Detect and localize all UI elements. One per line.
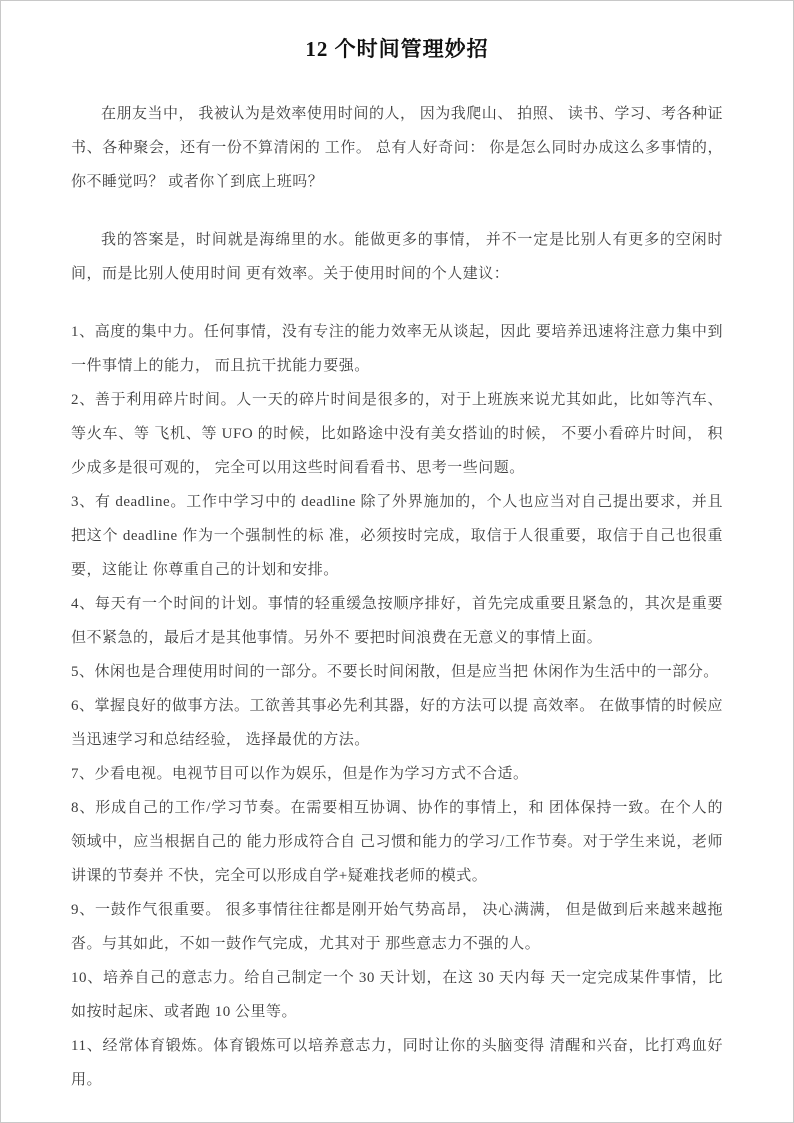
intro-section [71, 97, 723, 291]
tip-item: 11、经常体育锻炼。体育锻炼可以培养意志力，同时让你的头脑变得 清醒和兴奋，比打鸡血好用。 [71, 1038, 723, 1088]
intro-paragraph: 在朋友当中， 我被认为是效率使用时间的人， 因为我爬山、 拍照、 读书、学习、考各种证书、各种聚会，还有一份不算清闲的 工作。 总有人好奇问： 你是怎么同时办成这么多事情的， 你不睡觉吗？ 或者你丫到底上班吗？ [71, 106, 723, 190]
tip-item: 6、掌握良好的做事方法。工欲善其事必先利其器，好的方法可以提 高效率。 在做事情的时候应当迅速学习和总结经验， 选择最优的方法。 [71, 698, 724, 748]
document-title: 12 个时间管理妙招 [305, 37, 489, 61]
tip-item: 3、有 deadline。工作中学习中的 deadline 除了外界施加的，个人也应当对自己提出要求，并且把这个 deadline 作为一个强制性的标 准，必须按时完成，取信于人很重要，取信于自己也很重要，这能让 你尊重自己的计划和安排。 [71, 494, 723, 578]
tip-item: 4、每天有一个时间的计划。事情的轻重缓急按顺序排好，首先完成重要且紧急的，其次是重要但不紧急的，最后才是其他事情。另外不 要把时间浪费在无意义的事情上面。 [71, 596, 723, 646]
tips-section [71, 315, 723, 1097]
tip-item: 7、少看电视。电视节目可以作为娱乐，但是作为学习方式不合适。 [71, 766, 529, 782]
tip-item: 8、形成自己的工作/学习节奏。在需要相互协调、协作的事情上，和 团体保持一致。在个人的领域中，应当根据自己的 能力形成符合自 己习惯和能力的学习/工作节奏。对于学生来说，老师讲课的节奏并 不快，完全可以形成自学+疑难找老师的模式。 [71, 800, 723, 884]
tip-item: 5、休闲也是合理使用时间的一部分。不要长时间闲散，但是应当把 休闲作为生活中的一部分。 [71, 664, 719, 680]
tip-item: 10、培养自己的意志力。给自己制定一个 30 天计划，在这 30 天内每 天一定完成某件事情，比如按时起床、或者跑 10 公里等。 [71, 970, 723, 1020]
tip-item: 9、一鼓作气很重要。 很多事情往往都是刚开始气势高昂， 决心满满， 但是做到后来越来越拖沓。与其如此，不如一鼓作气完成，尤其对于 那些意志力不强的人。 [71, 902, 723, 952]
intro-paragraph: 我的答案是，时间就是海绵里的水。能做更多的事情， 并不一定是比别人有更多的空闲时间，而是比别人使用时间 更有效率。关于使用时间的个人建议： [71, 232, 723, 282]
tip-item: 2、善于利用碎片时间。人一天的碎片时间是很多的，对于上班族来说尤其如此，比如等汽车、等火车、等 飞机、等 UFO 的时候，比如路途中没有美女搭讪的时候， 不要小看碎片时间， 积少成多是很可观的， 完全可以用这些时间看看书、思考一些问题。 [71, 392, 723, 476]
tip-item: 1、高度的集中力。任何事情，没有专注的能力效率无从谈起，因此 要培养迅速将注意力集中到一件事情上的能力， 而且抗干扰能力要强。 [71, 324, 723, 374]
